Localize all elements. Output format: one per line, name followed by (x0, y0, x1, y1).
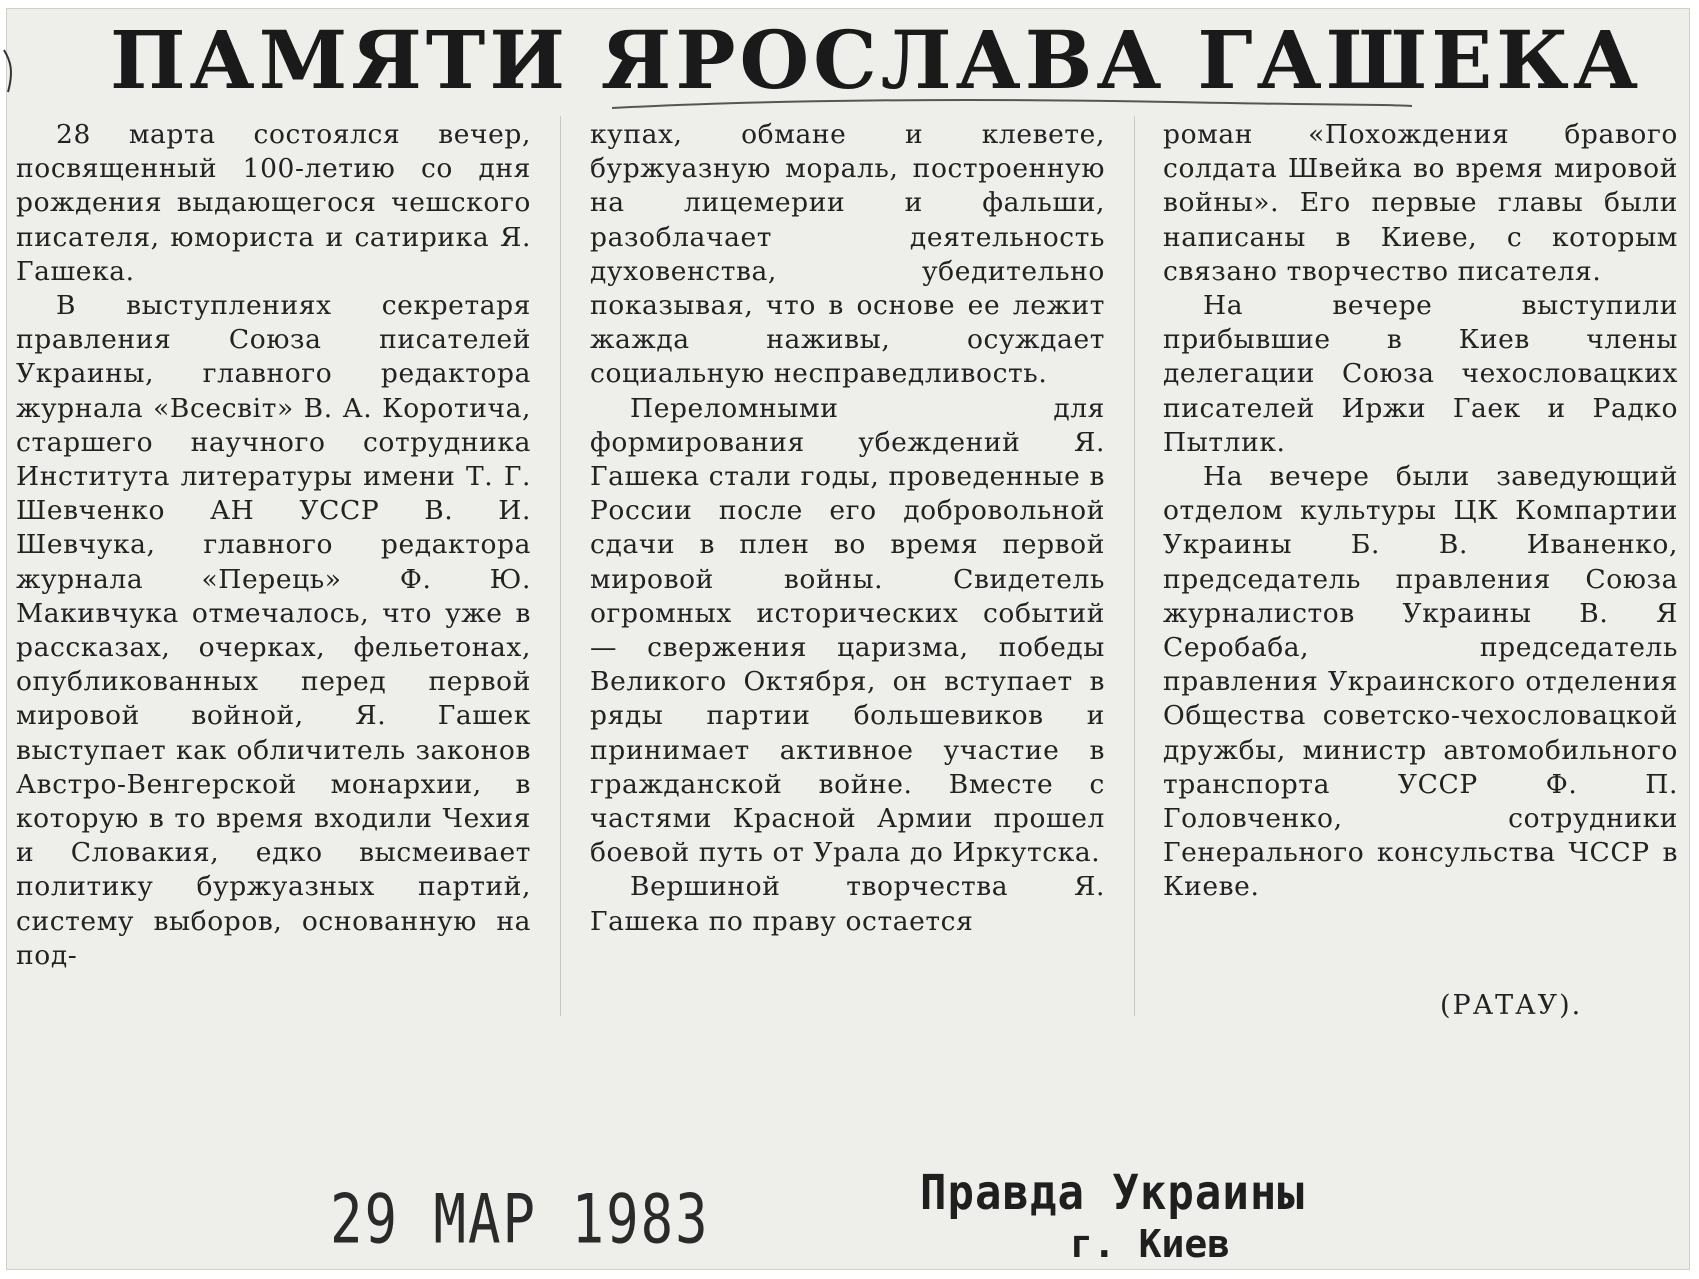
column-divider (560, 116, 561, 1016)
paragraph: На вечере были заведующий отделом культуры ЦК Компартии Украины Б. В. Иваненко, председатель правления Союза журналистов Украины В. Я Серобаба, председатель правления Украинского отделения Общества советско-чехословацкой дружбы, министр автомобильного транспорта УССР Ф. П. Головченко, сотрудники Генерального консульства ЧССР в Киеве. (1163, 461, 1678, 903)
paragraph: 28 марта состоялся вечер, посвященный 100-летию со дня рождения выдающегося чешского писателя, юмориста и сатирика Я. Гашека. (16, 119, 531, 287)
paragraph: Переломными для формирования убеждений Я. Гашека стали годы, проведенные в России после его добровольной сдачи в плен во время первой мировой войны. Свидетель огромных исторических событий — свержения царизма, победы Великого Октября, он вступает в ряды партии большевиков и принимает активное участие в гражданской войне. Вместе с частями Красной Армии прошел боевой путь от Урала до Иркутска. (590, 392, 1105, 869)
newspaper-name-stamp: Правда Украины (920, 1165, 1305, 1222)
pencil-corner-mark (0, 40, 30, 100)
news-agency-credit: (РАТАУ). (1440, 990, 1583, 1021)
column-divider (1134, 116, 1135, 1016)
article-headline: ПАМЯТИ ЯРОСЛАВА ГАШЕКА (110, 13, 1643, 107)
paragraph: роман «Похождения бравого солдата Швейка во время мировой войны». Его первые главы были написаны в Киеве, с которым связано творчество писателя. (1163, 119, 1678, 287)
city-stamp: г. Киев (1070, 1222, 1231, 1266)
paragraph: В выступлениях секретаря правления Союза писателей Украины, главного редактора журнала «Всесвіт» В. А. Коротича, старшего научного сотрудника Института литературы имени Т. Г. Шевченко АН УССР В. И. Шевчука, главного редактора журнала «Перець» Ф. Ю. Макивчука отмечалось, что уже в рассказах, очерках, фельетонах, опубликованных перед первой мировой войной, Я. Гашек выступает как обличитель законов Австро-Венгерской монархии, в которую в то время входили Чехия и Словакия, едко высмеивает политику буржуазных партий, систему выборов, основанную на под- (16, 290, 531, 971)
paragraph: Вершиной творчества Я. Гашека по праву остается (590, 871, 1105, 937)
article-column-2 (590, 118, 1105, 939)
article-column-3 (1163, 118, 1678, 905)
date-stamp: 29 МАР 1983 (330, 1180, 710, 1259)
paragraph: На вечере выступили прибывшие в Киев члены делегации Союза чехословацких писателей Иржи Гаек и Радко Пытлик. (1163, 290, 1678, 458)
article-column-1 (16, 118, 531, 973)
paragraph: купах, обмане и клевете, буржуазную мораль, построенную на лицемерии и фальши, разоблачает деятельность духовенства, убедительно показывая, что в основе ее лежит жажда наживы, осуждает социальную несправедливость. (590, 119, 1105, 390)
